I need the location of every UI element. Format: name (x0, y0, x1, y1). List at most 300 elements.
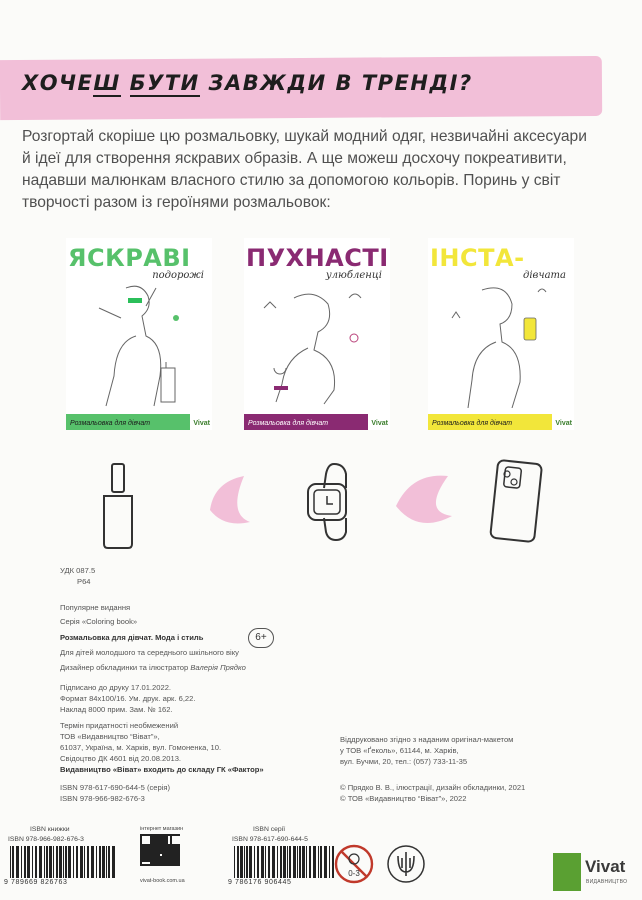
group-membership: Видавництво «Віват» входить до складу ГК «Фактор» (60, 765, 264, 774)
qr-module (178, 850, 180, 852)
qr-module (160, 844, 162, 846)
qr-module (172, 852, 174, 854)
qr-module (178, 860, 180, 862)
copyright-line: © ТОВ «Видавництво “Віват”», 2022 (340, 794, 467, 803)
qr-module (166, 860, 168, 862)
qr-module (174, 858, 176, 860)
barcode-bar (73, 846, 74, 878)
qr-module (170, 852, 172, 854)
qr-module (146, 858, 148, 860)
qr-module (170, 848, 172, 850)
qr-module (158, 858, 160, 860)
qr-module (162, 834, 164, 836)
qr-module (148, 852, 150, 854)
barcode-bar (246, 846, 248, 878)
qr-module (174, 844, 176, 846)
qr-module (176, 854, 178, 856)
barcode-bar (32, 846, 33, 878)
qr-module (172, 862, 174, 864)
qr-module (158, 834, 160, 836)
qr-module (144, 848, 146, 850)
qr-module (148, 834, 150, 836)
qr-module (152, 842, 154, 844)
qr-module (152, 838, 154, 840)
qr-module (148, 860, 150, 862)
qr-module (144, 856, 146, 858)
qr-module (162, 860, 164, 862)
series: Серія «Coloring book» (60, 617, 138, 626)
barcode-bar (44, 846, 45, 878)
barcode-bar (21, 846, 22, 878)
moon-icon (204, 472, 256, 530)
barcode-bar (287, 846, 288, 878)
isbn-series-number-label: ISBN 978-617-690-644-5 (232, 836, 308, 843)
qr-module (152, 860, 154, 862)
qr-module (148, 850, 150, 852)
qr-module (150, 840, 152, 842)
qr-module (150, 842, 152, 844)
qr-module (158, 842, 160, 844)
qr-module (144, 864, 146, 866)
barcode-bar (254, 846, 255, 878)
isbn-book-number-label: ISBN 978-966-982-676-3 (8, 836, 84, 843)
qr-module (170, 860, 172, 862)
qr-module (160, 848, 162, 850)
qr-module (168, 834, 170, 836)
qr-module (166, 858, 168, 860)
barcode-bar (99, 846, 101, 878)
qr-module (144, 858, 146, 860)
barcode-bar (49, 846, 52, 878)
qr-module (170, 838, 172, 840)
banner-title: ХОЧЕШ БУТИ ЗАВЖДИ В ТРЕНДІ? (22, 71, 473, 95)
qr-module (162, 852, 164, 854)
smartphone-icon (488, 458, 546, 546)
qr-module (166, 846, 168, 848)
girl-illustration (254, 278, 374, 408)
qr-module (158, 844, 160, 846)
barcode-bar (39, 846, 42, 878)
book-subtitle: дівчата (523, 270, 566, 281)
barcode-bar (293, 846, 296, 878)
girl-illustration (438, 278, 558, 408)
qr-module (162, 838, 164, 840)
qr-module (168, 852, 170, 854)
qr-module (174, 856, 176, 858)
qr-module (146, 852, 148, 854)
qr-module (172, 846, 174, 848)
qr-module (154, 850, 156, 852)
qr-module (154, 834, 156, 836)
qr-module (144, 852, 146, 854)
qr-module (146, 834, 148, 836)
barcode-bar (12, 846, 14, 878)
qr-module (176, 852, 178, 854)
qr-module (140, 860, 142, 862)
series-barcode (232, 846, 338, 878)
qr-module (146, 850, 148, 852)
qr-module (166, 834, 168, 836)
qr-module (164, 860, 166, 862)
designer: Дизайнер обкладинки та ілюстратор Валерія Прядко (60, 663, 246, 672)
barcode-bar (318, 846, 319, 878)
barcode-bar (268, 846, 270, 878)
qr-module (176, 864, 178, 866)
qr-module (162, 844, 164, 846)
barcode-bar (68, 846, 71, 878)
qr-module (174, 862, 176, 864)
qr-module (154, 852, 156, 854)
barcode-bar (313, 846, 316, 878)
barcode-bar (249, 846, 252, 878)
qr-module (170, 846, 172, 848)
qr-module (160, 852, 162, 854)
certificate: Свідоцтво ДК 4601 від 20.08.2013. (60, 754, 182, 763)
book-cover-bright-trips[interactable] (66, 238, 212, 430)
book-logo: Vivat (555, 420, 572, 427)
qr-module (164, 858, 166, 860)
qr-module (158, 840, 160, 842)
qr-module (160, 838, 162, 840)
qr-module (172, 864, 174, 866)
qr-module (156, 862, 158, 864)
intro-line: творчості разом із героїнями розмальовок: (22, 194, 331, 211)
qr-module (178, 862, 180, 864)
qr-module (176, 850, 178, 852)
qr-module (178, 858, 180, 860)
qr-module (172, 860, 174, 862)
qr-module (172, 834, 174, 836)
qr-module (168, 846, 170, 848)
print-signed: Підписано до друку 17.01.2022. (60, 683, 172, 692)
qr-module (158, 848, 160, 850)
qr-module (144, 854, 146, 856)
printer-line: вул. Бучми, 20, тел.: (057) 733-11-35 (340, 757, 468, 766)
book-title: ЯСКРАВІ (68, 244, 191, 272)
qr-module (164, 834, 166, 836)
qr-module (158, 838, 160, 840)
girl-illustration (76, 278, 196, 408)
qr-module (150, 850, 152, 852)
qr-module (160, 846, 162, 848)
qr-module (150, 836, 152, 838)
qr-module (148, 854, 150, 856)
barcode-bar (324, 846, 327, 878)
qr-module (166, 848, 168, 850)
book-cover-fluffy-pets[interactable] (244, 238, 390, 430)
qr-module (156, 860, 158, 862)
barcode-bar (56, 846, 58, 878)
qr-module (178, 854, 180, 856)
qr-module (140, 850, 142, 852)
qr-module (176, 844, 178, 846)
qr-module (172, 858, 174, 860)
qr-module (172, 854, 174, 856)
qr-module (152, 836, 154, 838)
qr-module (170, 858, 172, 860)
barcode-bar (63, 846, 64, 878)
qr-module (164, 850, 166, 852)
qr-module (156, 858, 158, 860)
qr-module (168, 856, 170, 858)
qr-module (142, 850, 144, 852)
qr-module (154, 846, 156, 848)
book-barcode (8, 846, 116, 878)
barcode-bar (59, 846, 62, 878)
qr-module (178, 846, 180, 848)
qr-module (152, 862, 154, 864)
qr-module (160, 856, 162, 858)
qr-module (174, 864, 176, 866)
qr-module (156, 840, 158, 842)
qr-module (154, 858, 156, 860)
qr-module (170, 864, 172, 866)
vivat-logo[interactable] (553, 853, 635, 891)
qr-module (160, 864, 162, 866)
book-logo: Vivat (371, 420, 388, 427)
qr-module (162, 856, 164, 858)
qr-module (176, 834, 178, 836)
barcode-bar (234, 846, 235, 878)
qr-module (166, 842, 168, 844)
qr-module (144, 850, 146, 852)
book-subtitle: подорожі (152, 270, 204, 281)
qr-module (156, 852, 158, 854)
qr-module (174, 834, 176, 836)
qr-module (176, 856, 178, 858)
qr-module (162, 842, 164, 844)
qr-module (168, 854, 170, 856)
book-strip-text: Розмальовка для дівчат (70, 420, 151, 427)
shop-label: інтернет магазин (140, 826, 184, 832)
qr-module (174, 846, 176, 848)
qr-module (150, 860, 152, 862)
series-barcode-number: 9 786176 906445 (228, 879, 292, 886)
qr-module (150, 856, 152, 858)
print-run: Наклад 8000 прим. Зам. № 162. (60, 705, 173, 714)
barcode-bar (106, 846, 107, 878)
age-rating-badge: 6+ (248, 628, 274, 648)
shop-url: vivat-book.com.ua (140, 878, 185, 884)
qr-module (162, 854, 164, 856)
qr-module (154, 864, 156, 866)
barcode-bar (257, 846, 259, 878)
qr-module (140, 840, 142, 842)
qr-module (178, 852, 180, 854)
qr-module (150, 848, 152, 850)
book-title: ПУХНАСТІ (246, 244, 389, 272)
qr-module (178, 856, 180, 858)
qr-module (152, 858, 154, 860)
book-strip-text: Розмальовка для дівчат (432, 420, 513, 427)
qr-module (142, 848, 144, 850)
qr-module (142, 834, 144, 836)
genre: Популярне видання (60, 603, 131, 612)
barcode-bar (10, 846, 11, 878)
qr-module (156, 850, 158, 852)
qr-module (154, 848, 156, 850)
qr-module (164, 838, 166, 840)
qr-module (158, 864, 160, 866)
qr-module (154, 836, 156, 838)
barcode-bar (27, 846, 30, 878)
qr-module (170, 842, 172, 844)
qr-module (162, 848, 164, 850)
qr-module (168, 858, 170, 860)
barcode-bar (112, 846, 115, 878)
qr-module (146, 848, 148, 850)
barcode-bar (80, 846, 83, 878)
qr-module (176, 862, 178, 864)
barcode-bar (306, 846, 307, 878)
qr-module (142, 852, 144, 854)
qr-module (166, 852, 168, 854)
qr-module (144, 834, 146, 836)
barcode-bar (102, 846, 105, 878)
intro-paragraph (22, 126, 622, 214)
qr-module (174, 860, 176, 862)
qr-module (142, 860, 144, 862)
barcode-bar (91, 846, 94, 878)
qr-module (178, 844, 180, 846)
expiry: Термін придатності необмежений (60, 721, 179, 730)
qr-module (176, 860, 178, 862)
qr-module (164, 848, 166, 850)
smartwatch-icon (304, 462, 362, 542)
qr-module (170, 850, 172, 852)
barcode-bar (96, 846, 97, 878)
qr-module (142, 854, 144, 856)
qr-module (164, 842, 166, 844)
qr-module (152, 846, 154, 848)
qr-module (156, 844, 158, 846)
qr-module (170, 844, 172, 846)
copyright-line: © Прядко В. В., ілюстрації, дизайн обкладинки, 2021 (340, 783, 526, 792)
qr-module (172, 848, 174, 850)
qr-module (160, 842, 162, 844)
barcode-bar (289, 846, 291, 878)
barcode-bar (309, 846, 311, 878)
qr-module (156, 842, 158, 844)
qr-module (170, 834, 172, 836)
qr-module (164, 856, 166, 858)
qr-module (152, 848, 154, 850)
barcode-bar (261, 846, 264, 878)
qr-module (160, 850, 162, 852)
qr-module (170, 836, 172, 838)
brand-name: Vivat (585, 857, 626, 876)
qr-module (160, 858, 162, 860)
qr-module (168, 848, 170, 850)
barcode-bar (53, 846, 54, 878)
qr-module (142, 856, 144, 858)
qr-module (164, 852, 166, 854)
qr-module (156, 864, 158, 866)
intro-line: Розгортай скоріше цю розмальовку, шукай модний одяг, незвичайні аксесуари (22, 128, 587, 145)
qr-module (150, 846, 152, 848)
qr-module (164, 840, 166, 842)
qr-module (148, 846, 150, 848)
qr-module (158, 854, 160, 856)
qr-module (142, 846, 144, 848)
qr-module (156, 848, 158, 850)
barcode-bar (24, 846, 26, 878)
qr-module (156, 836, 158, 838)
book-cover-insta-girls[interactable] (428, 238, 574, 430)
qr-module (152, 844, 154, 846)
print-format: Формат 84х100/16. Ум. друк. арк. 6,22. (60, 694, 196, 703)
qr-module (142, 844, 144, 846)
svg-text:0-3: 0-3 (348, 869, 360, 878)
intro-line: надавши малюнкам власного стилю за допомогою кольорів. Поринь у світ (22, 172, 561, 189)
qr-module (162, 862, 164, 864)
qr-module (166, 864, 168, 866)
brand-sub: ВИДАВНИЦТВО (586, 879, 628, 885)
qr-module (150, 862, 152, 864)
qr-module (154, 842, 156, 844)
qr-module (140, 834, 142, 836)
qr-module (140, 854, 142, 856)
qr-module (162, 858, 164, 860)
qr-module (146, 854, 148, 856)
qr-module (154, 854, 156, 856)
qr-module (140, 856, 142, 858)
barcode-bar (283, 846, 286, 878)
qr-module (166, 856, 168, 858)
barcode-bar (302, 846, 305, 878)
qr-module (140, 858, 142, 860)
qr-module (166, 850, 168, 852)
qr-code[interactable] (140, 834, 180, 866)
qr-module (174, 854, 176, 856)
qr-module (168, 850, 170, 852)
qr-module (140, 864, 142, 866)
book-strip-text: Розмальовка для дівчат (248, 420, 329, 427)
barcode-bar (299, 846, 301, 878)
qr-module (150, 852, 152, 854)
qr-module (142, 858, 144, 860)
qr-module (150, 858, 152, 860)
qr-module (174, 850, 176, 852)
qr-module (156, 838, 158, 840)
qr-module (158, 856, 160, 858)
qr-module (156, 854, 158, 856)
moon-icon (388, 470, 458, 534)
book-subtitle: улюбленці (325, 270, 382, 281)
qr-module (152, 854, 154, 856)
qr-module (170, 862, 172, 864)
qr-module (170, 856, 172, 858)
qr-module (140, 848, 142, 850)
barcode-bar (277, 846, 278, 878)
qr-module (140, 844, 142, 846)
qr-module (172, 850, 174, 852)
barcode-bar (272, 846, 275, 878)
barcode-bar (237, 846, 239, 878)
qr-module (160, 860, 162, 862)
qr-module (176, 858, 178, 860)
barcode-bar (320, 846, 322, 878)
qr-module (140, 846, 142, 848)
qr-module (156, 856, 158, 858)
qr-module (162, 864, 164, 866)
qr-module (176, 848, 178, 850)
barcode-bar (244, 846, 245, 878)
audience: Для дітей молодшого та середнього шкільного віку (60, 648, 239, 657)
book-title: Розмальовка для дівчат. Мода і стиль (60, 633, 204, 642)
qr-module (172, 856, 174, 858)
barcode-bar (16, 846, 19, 878)
